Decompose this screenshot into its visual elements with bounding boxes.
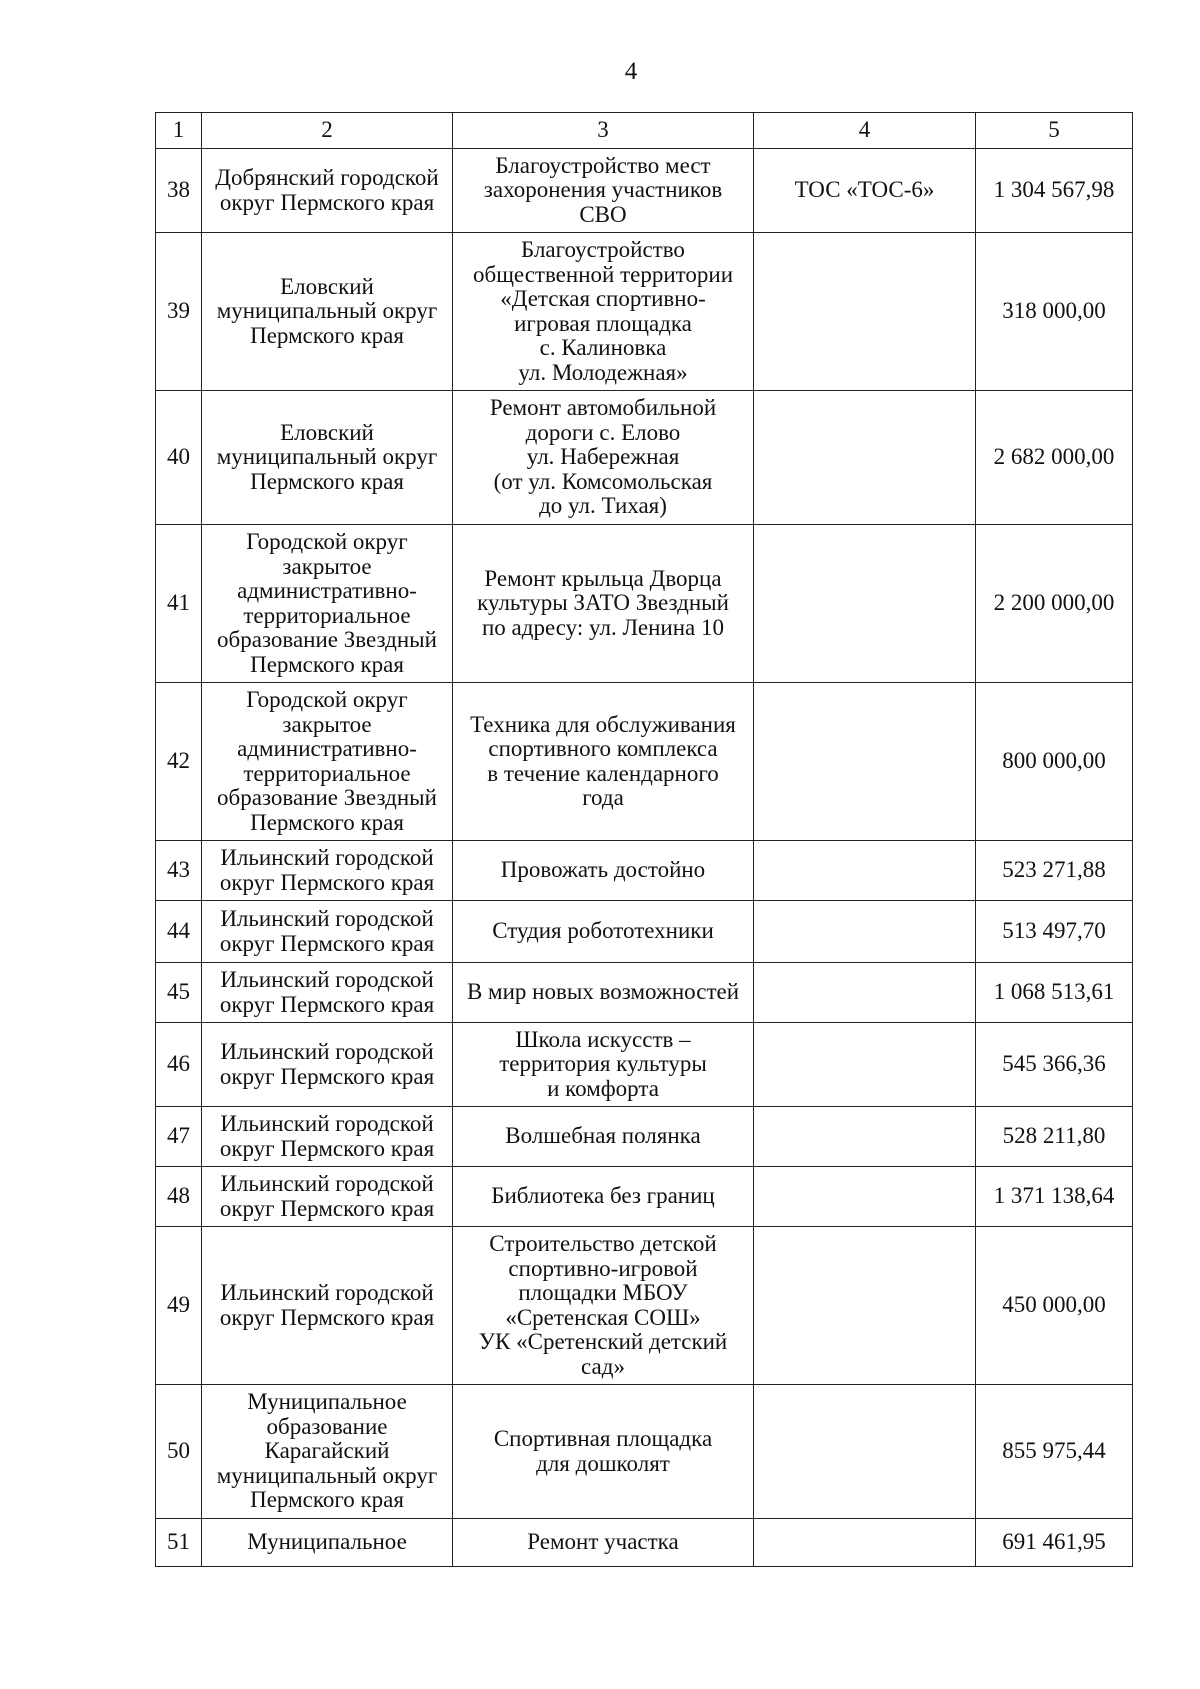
amount-cell: 691 461,95 [976,1519,1133,1567]
municipality-cell: Муниципальное [202,1519,453,1567]
municipality-cell: Ильинский городской округ Пермского края [202,901,453,963]
amount-cell: 528 211,80 [976,1107,1133,1167]
municipality-cell: Ильинский городской округ Пермского края [202,1107,453,1167]
table-row [156,525,1133,683]
initiator-cell [754,1519,976,1567]
initiator-cell [754,1107,976,1167]
amount-cell: 1 371 138,64 [976,1167,1133,1227]
table-row [156,233,1133,391]
row-number-cell: 50 [156,1385,202,1519]
project-cell: Благоустройство мест захоронения участников СВО [453,149,754,233]
initiator-cell [754,233,976,391]
row-number-cell: 42 [156,683,202,841]
table-row [156,1167,1133,1227]
initiator-cell [754,901,976,963]
amount-cell: 513 497,70 [976,901,1133,963]
project-cell: Ремонт крыльца Дворца культуры ЗАТО Звездный по адресу: ул. Ленина 10 [453,525,754,683]
initiator-cell [754,1385,976,1519]
project-cell: Ремонт автомобильной дороги с. Елово ул. Набережная (от ул. Комсомольская до ул. Тихая) [453,391,754,525]
municipality-cell: Ильинский городской округ Пермского края [202,1167,453,1227]
project-cell: Волшебная полянка [453,1107,754,1167]
table-row [156,1385,1133,1519]
row-number-cell: 39 [156,233,202,391]
municipality-cell: Еловский муниципальный округ Пермского края [202,233,453,391]
row-number-cell: 40 [156,391,202,525]
table-header-row [156,113,1133,149]
project-cell: Школа искусств – территория культуры и комфорта [453,1023,754,1107]
table-row [156,1227,1133,1385]
row-number-cell: 45 [156,963,202,1023]
amount-cell: 450 000,00 [976,1227,1133,1385]
project-cell: Провожать достойно [453,841,754,901]
municipality-cell: Городской округ закрытое административно- территориальное образование Звездный Пермского края [202,683,453,841]
municipality-cell: Ильинский городской округ Пермского края [202,1227,453,1385]
row-number-cell: 49 [156,1227,202,1385]
row-number-cell: 38 [156,149,202,233]
project-cell: Спортивная площадка для дошколят [453,1385,754,1519]
amount-cell: 318 000,00 [976,233,1133,391]
table-row [156,391,1133,525]
initiator-cell [754,1227,976,1385]
row-number-cell: 44 [156,901,202,963]
table-row [156,1107,1133,1167]
table-row [156,963,1133,1023]
municipality-cell: Ильинский городской округ Пермского края [202,841,453,901]
amount-cell: 523 271,88 [976,841,1133,901]
table-row [156,1519,1133,1567]
table-row [156,149,1133,233]
municipality-cell: Добрянский городской округ Пермского края [202,149,453,233]
initiator-cell [754,841,976,901]
amount-cell: 1 068 513,61 [976,963,1133,1023]
municipality-cell: Городской округ закрытое административно- территориальное образование Звездный Пермского края [202,525,453,683]
municipality-cell: Еловский муниципальный округ Пермского края [202,391,453,525]
row-number-cell: 43 [156,841,202,901]
projects-table [155,112,1133,1567]
initiator-cell [754,683,976,841]
amount-cell: 2 200 000,00 [976,525,1133,683]
row-number-cell: 47 [156,1107,202,1167]
header-cell: 2 [202,113,453,149]
municipality-cell: Муниципальное образование Карагайский муниципальный округ Пермского края [202,1385,453,1519]
initiator-cell [754,391,976,525]
initiator-cell [754,1023,976,1107]
row-number-cell: 41 [156,525,202,683]
amount-cell: 545 366,36 [976,1023,1133,1107]
table-row [156,1023,1133,1107]
initiator-cell [754,963,976,1023]
project-cell: В мир новых возможностей [453,963,754,1023]
initiator-cell [754,1167,976,1227]
table-row [156,841,1133,901]
header-cell: 1 [156,113,202,149]
municipality-cell: Ильинский городской округ Пермского края [202,963,453,1023]
initiator-cell [754,525,976,683]
header-cell: 4 [754,113,976,149]
amount-cell: 855 975,44 [976,1385,1133,1519]
table-row [156,683,1133,841]
row-number-cell: 46 [156,1023,202,1107]
project-cell: Техника для обслуживания спортивного комплекса в течение календарного года [453,683,754,841]
table-row [156,901,1133,963]
project-cell: Библиотека без границ [453,1167,754,1227]
project-cell: Строительство детской спортивно-игровой площадки МБОУ «Сретенская СОШ» УК «Сретенский детский сад» [453,1227,754,1385]
row-number-cell: 51 [156,1519,202,1567]
amount-cell: 1 304 567,98 [976,149,1133,233]
project-cell: Студия робототехники [453,901,754,963]
project-cell: Ремонт участка [453,1519,754,1567]
header-cell: 5 [976,113,1133,149]
header-cell: 3 [453,113,754,149]
initiator-cell: ТОС «ТОС-6» [754,149,976,233]
row-number-cell: 48 [156,1167,202,1227]
amount-cell: 2 682 000,00 [976,391,1133,525]
amount-cell: 800 000,00 [976,683,1133,841]
project-cell: Благоустройство общественной территории «Детская спортивно- игровая площадка с. Калиновка ул. Молодежная» [453,233,754,391]
municipality-cell: Ильинский городской округ Пермского края [202,1023,453,1107]
page-number: 4 [624,58,638,85]
